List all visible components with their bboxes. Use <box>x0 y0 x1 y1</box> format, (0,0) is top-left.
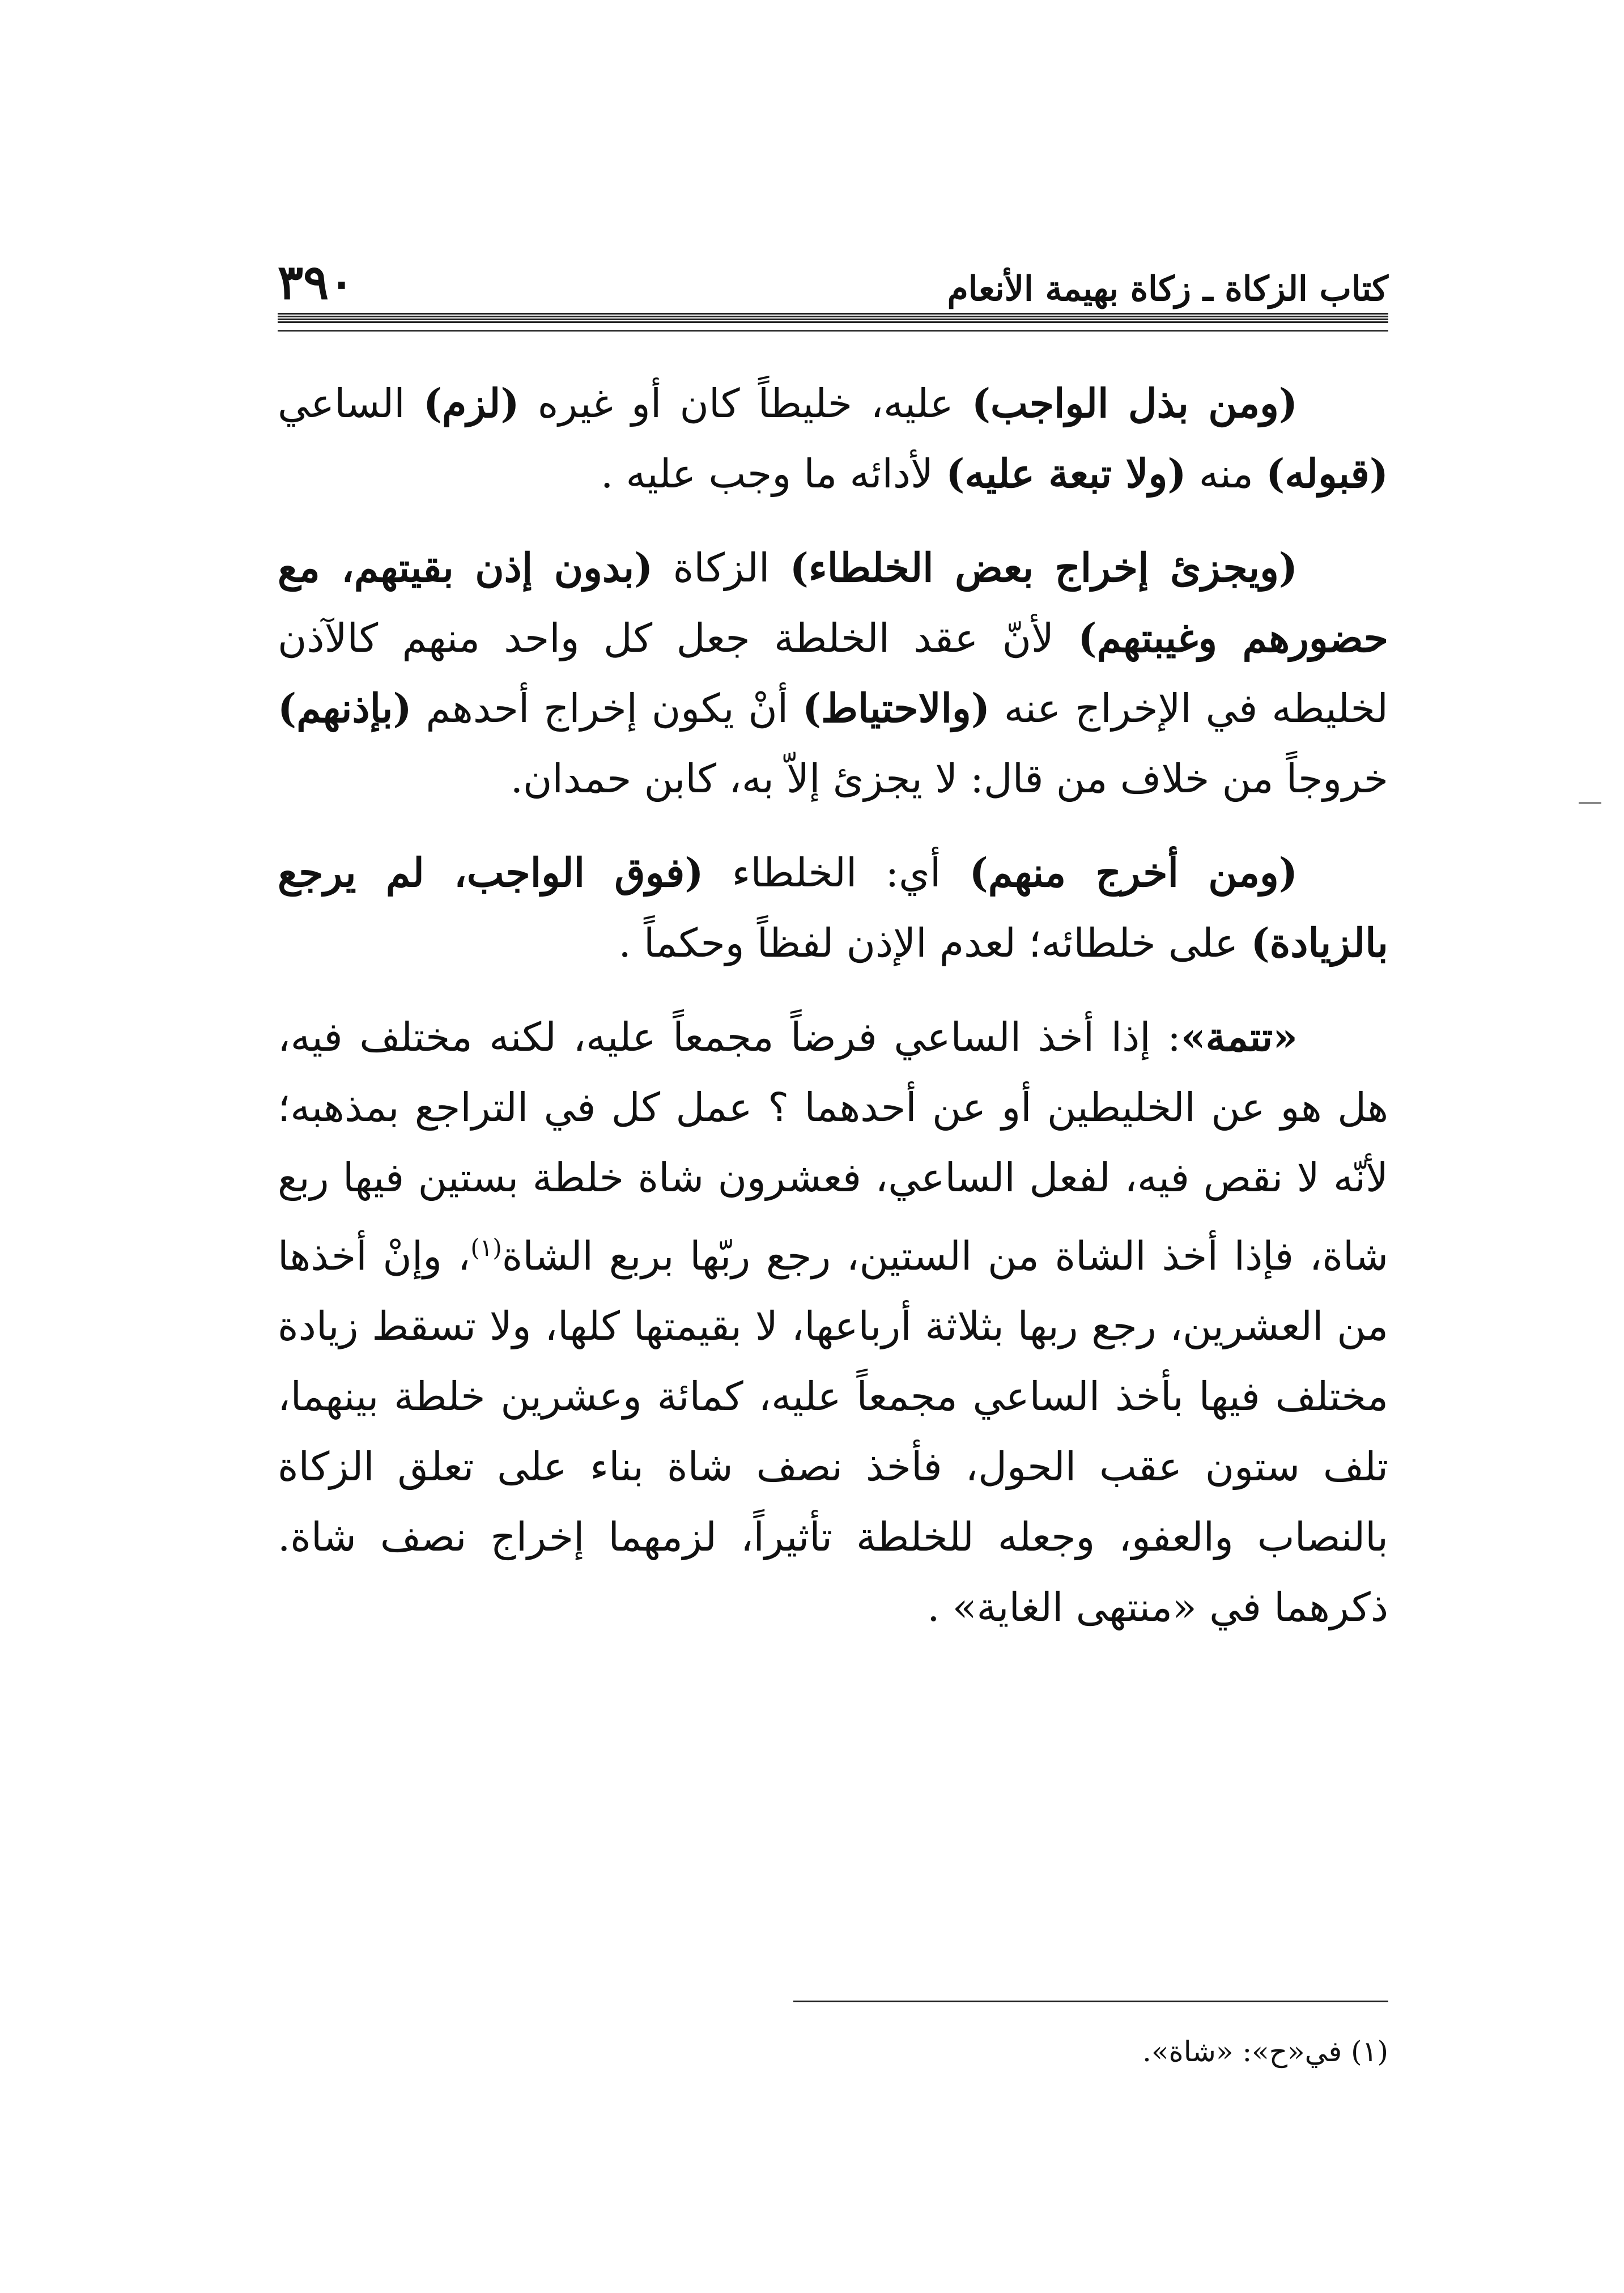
paragraph-3 <box>278 838 1388 978</box>
page-body <box>278 368 1388 1666</box>
bold-phrase: (بإذنهم) <box>278 685 412 732</box>
bold-phrase: (ولا تبعة عليه) <box>946 450 1187 497</box>
bold-phrase: (بدون إذن بقيتهم، مع حضورهم وغيبتهم) <box>278 544 1388 661</box>
text-run: لأدائه ما وجب عليه . <box>600 451 946 497</box>
text-run: لأنّ عقد الخلطة جعل كل واحد منهم كالآذن لخليطه في الإخراج عنه <box>278 615 1388 732</box>
text-run: ، وإنْ أخذها من العشرين، رجع ربها بثلاثة أرباعها، لا بقيمتها كلها، ولا تسقط زيادة مختلف فيها بأخذ الساعي مجمعاً عليه، كمائة وعشرين خلطة بينهما، تلف ستون عقب الحول، فأخذ نصف شاة بناء على تعلق الزكاة بالنصاب والعفو، وجعله للخلطة تأثيراً، لزمهما إخراج نصف شاة. ذكرهما في «منتهى الغاية» . <box>278 1233 1388 1631</box>
header-rule-thin <box>278 330 1388 332</box>
bold-phrase: (ومن بذل الواجب) <box>971 380 1298 427</box>
margin-mark <box>1579 802 1601 804</box>
text-run: منه <box>1186 451 1266 497</box>
bold-phrase: (ويجزئ إخراج بعض الخلطاء) <box>789 544 1298 591</box>
paragraph-1 <box>278 368 1388 509</box>
page-number: ٣٩٠ <box>278 254 355 310</box>
footnote-rule <box>793 2001 1388 2002</box>
header-rule <box>278 313 1388 324</box>
text-run: : إذا أخذ الساعي فرضاً مجمعاً عليه، لكنه مختلف فيه، هل هو عن الخليطين أو عن أحدهما ؟ عمل كل في التراجع بمذهبه؛ لأنّه لا نقص فيه، لفعل الساعي، فعشرون شاة خلطة بستين فيها ربع شاة، فإذا أخذ الشاة من الستين، رجع ربّها بربع الشاة <box>278 1014 1388 1280</box>
page-header <box>278 244 1388 310</box>
text-run: خروجاً من خلاف من قال: لا يجزئ إلاّ به، كابن حمدان. <box>510 755 1388 802</box>
paragraph-2 <box>278 533 1388 814</box>
bold-phrase: (والاحتياط) <box>802 685 990 732</box>
bold-phrase: (لزم) <box>423 380 520 427</box>
text-run: عليه، خليطاً كان أو غيره <box>519 380 972 427</box>
bold-phrase: (ومن أخرج منهم) <box>969 849 1298 896</box>
text-run: أي: الخلطاء <box>703 850 970 896</box>
running-title: كتاب الزكاة ـ زكاة بهيمة الأنعام <box>947 269 1388 309</box>
footnote: (١) في«ح»: «شاة». <box>1142 2035 1388 2068</box>
text-run: الزكاة <box>653 545 790 591</box>
bold-phrase: (قبوله) <box>1266 450 1388 497</box>
footnote-ref: (١) <box>470 1234 502 1262</box>
text-run: على خلطائه؛ لعدم الإذن لفظاً وحكماً . <box>618 920 1251 966</box>
text-run: الساعي <box>278 380 423 427</box>
paragraph-4 <box>278 1002 1388 1642</box>
text-run: أنْ يكون إخراج أحدهم <box>411 685 802 732</box>
bold-phrase: (فوق الواجب، لم يرجع بالزيادة) <box>278 849 1388 966</box>
bold-phrase: «تتمة» <box>1180 1013 1298 1060</box>
